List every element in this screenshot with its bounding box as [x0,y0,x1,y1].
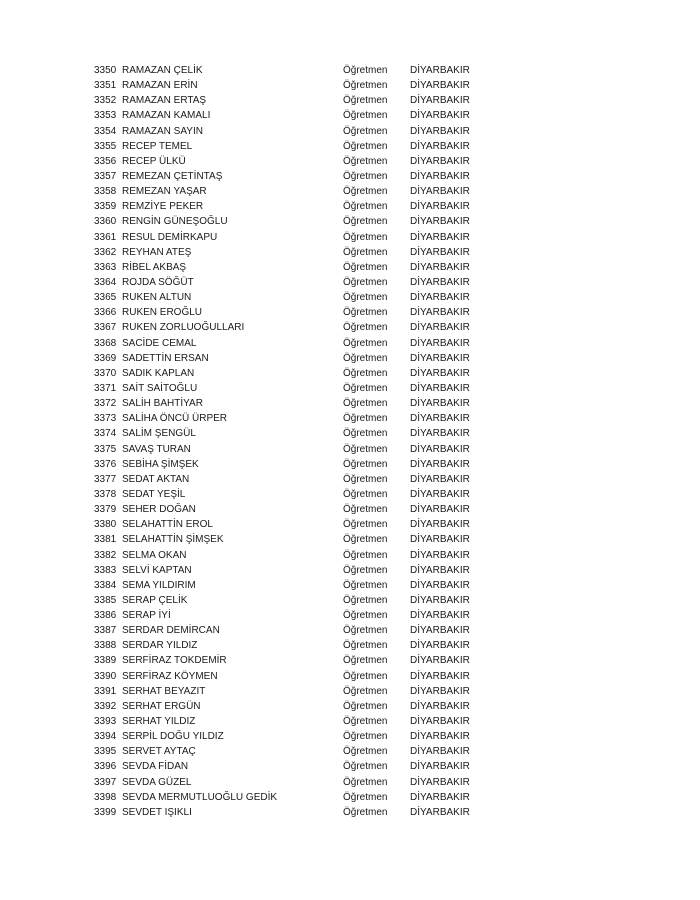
list-row [94,653,494,668]
list-row [94,638,494,653]
row-number: 3388 [94,640,117,652]
occupation: Öğretmen [343,398,388,410]
person-name: SERAP ÇELİK [122,594,188,606]
city: DİYARBAKIR [410,201,470,213]
city: DİYARBAKIR [410,276,470,288]
city: DİYARBAKIR [410,443,470,455]
city: DİYARBAKIR [410,216,470,228]
occupation: Öğretmen [343,458,388,470]
city: DİYARBAKIR [410,186,470,198]
occupation: Öğretmen [343,246,388,258]
list-row [94,759,494,774]
person-name: SEHER DOĞAN [122,504,196,516]
person-name: SELAHATTİN ŞİMŞEK [122,534,224,546]
occupation: Öğretmen [343,125,388,137]
row-number: 3366 [94,307,117,319]
list-row [94,78,494,93]
occupation: Öğretmen [343,625,388,637]
list-row [94,396,494,411]
list-row [94,426,494,441]
occupation: Öğretmen [343,322,388,334]
list-row [94,532,494,547]
list-row [94,684,494,699]
row-number: 3373 [94,413,117,425]
row-number: 3382 [94,549,117,561]
row-number: 3396 [94,761,117,773]
occupation: Öğretmen [343,488,388,500]
person-name: REMEZAN YAŞAR [122,186,207,198]
city: DİYARBAKIR [410,292,470,304]
city: DİYARBAKIR [410,155,470,167]
occupation: Öğretmen [343,186,388,198]
row-number: 3364 [94,276,117,288]
city: DİYARBAKIR [410,413,470,425]
row-number: 3355 [94,140,117,152]
person-name: SERFİRAZ KÖYMEN [122,670,218,682]
occupation: Öğretmen [343,519,388,531]
city: DİYARBAKIR [410,670,470,682]
row-number: 3374 [94,428,117,440]
occupation: Öğretmen [343,791,388,803]
person-name: SEMA YILDIRIM [122,579,196,591]
occupation: Öğretmen [343,610,388,622]
list-row [94,260,494,275]
city: DİYARBAKIR [410,398,470,410]
city: DİYARBAKIR [410,594,470,606]
list-row [94,139,494,154]
city: DİYARBAKIR [410,700,470,712]
list-row [94,351,494,366]
occupation: Öğretmen [343,413,388,425]
person-name: SALİM ŞENGÜL [122,428,196,440]
person-name: REMZİYE PEKER [122,201,204,213]
occupation: Öğretmen [343,337,388,349]
person-name: SAVAŞ TURAN [122,443,191,455]
list-row [94,230,494,245]
city: DİYARBAKIR [410,776,470,788]
row-number: 3393 [94,716,117,728]
person-name: RUKEN ZORLUOĞULLARI [122,322,245,334]
list-row [94,502,494,517]
row-number: 3381 [94,534,117,546]
row-number: 3379 [94,504,117,516]
person-name: SERDAR YILDIZ [122,640,198,652]
occupation: Öğretmen [343,95,388,107]
row-number: 3361 [94,231,117,243]
row-number: 3359 [94,201,117,213]
list-row [94,623,494,638]
row-number: 3389 [94,655,117,667]
person-name: SELVİ KAPTAN [122,564,192,576]
occupation: Öğretmen [343,594,388,606]
person-name: REYHAN ATEŞ [122,246,192,258]
person-name: SERPİL DOĞU YILDIZ [122,731,224,743]
city: DİYARBAKIR [410,579,470,591]
list-row [94,563,494,578]
row-number: 3376 [94,458,117,470]
occupation: Öğretmen [343,473,388,485]
city: DİYARBAKIR [410,761,470,773]
row-number: 3399 [94,806,117,818]
row-number: 3370 [94,367,117,379]
occupation: Öğretmen [343,640,388,652]
occupation: Öğretmen [343,685,388,697]
city: DİYARBAKIR [410,352,470,364]
occupation: Öğretmen [343,443,388,455]
row-number: 3386 [94,610,117,622]
occupation: Öğretmen [343,307,388,319]
list-row [94,275,494,290]
city: DİYARBAKIR [410,610,470,622]
person-name: RAMAZAN ÇELİK [122,65,203,76]
city: DİYARBAKIR [410,746,470,758]
list-row [94,336,494,351]
person-name: RAMAZAN ERİN [122,80,198,92]
row-number: 3365 [94,292,117,304]
row-number: 3350 [94,65,117,76]
list-row [94,714,494,729]
list-row [94,305,494,320]
person-name: RAMAZAN ERTAŞ [122,95,207,107]
person-name: SELAHATTİN EROL [122,519,213,531]
list-row [94,290,494,305]
row-number: 3353 [94,110,117,122]
list-row [94,124,494,139]
city: DİYARBAKIR [410,140,470,152]
city: DİYARBAKIR [410,246,470,258]
person-name: SEBİHA ŞİMŞEK [122,458,199,470]
city: DİYARBAKIR [410,549,470,561]
city: DİYARBAKIR [410,458,470,470]
occupation: Öğretmen [343,806,388,818]
occupation: Öğretmen [343,216,388,228]
person-name: SELMA OKAN [122,549,187,561]
person-name: RİBEL AKBAŞ [122,261,187,273]
list-row [94,63,494,78]
list-row [94,699,494,714]
list-row [94,381,494,396]
city: DİYARBAKIR [410,382,470,394]
city: DİYARBAKIR [410,731,470,743]
list-row [94,744,494,759]
city: DİYARBAKIR [410,170,470,182]
person-name: ROJDA SÖĞÜT [122,276,194,288]
occupation: Öğretmen [343,352,388,364]
list-row [94,578,494,593]
occupation: Öğretmen [343,504,388,516]
city: DİYARBAKIR [410,95,470,107]
occupation: Öğretmen [343,731,388,743]
person-name: SERHAT BEYAZIT [122,685,206,697]
row-number: 3367 [94,322,117,334]
row-number: 3378 [94,488,117,500]
person-name: SEVDET IŞIKLI [122,806,192,818]
row-number: 3372 [94,398,117,410]
occupation: Öğretmen [343,80,388,92]
row-number: 3362 [94,246,117,258]
city: DİYARBAKIR [410,367,470,379]
city: DİYARBAKIR [410,625,470,637]
row-number: 3351 [94,80,117,92]
occupation: Öğretmen [343,261,388,273]
row-number: 3391 [94,685,117,697]
city: DİYARBAKIR [410,428,470,440]
list-row [94,729,494,744]
occupation: Öğretmen [343,579,388,591]
city: DİYARBAKIR [410,80,470,92]
row-number: 3397 [94,776,117,788]
person-name: SADETTİN ERSAN [122,352,209,364]
row-number: 3398 [94,791,117,803]
city: DİYARBAKIR [410,534,470,546]
list-row [94,245,494,260]
city: DİYARBAKIR [410,488,470,500]
person-name: RECEP ÜLKÜ [122,155,186,167]
row-number: 3390 [94,670,117,682]
list-row [94,457,494,472]
person-name: SERDAR DEMİRCAN [122,625,220,637]
city: DİYARBAKIR [410,125,470,137]
person-name: SAİT SAİTOĞLU [122,382,198,394]
person-name: RUKEN EROĞLU [122,307,203,319]
person-name: SERVET AYTAÇ [122,746,196,758]
list-row [94,199,494,214]
person-name: SEVDA GÜZEL [122,776,192,788]
row-number: 3360 [94,216,117,228]
city: DİYARBAKIR [410,307,470,319]
city: DİYARBAKIR [410,564,470,576]
city: DİYARBAKIR [410,473,470,485]
city: DİYARBAKIR [410,806,470,818]
person-name: RECEP TEMEL [122,140,193,152]
city: DİYARBAKIR [410,640,470,652]
row-number: 3354 [94,125,117,137]
city: DİYARBAKIR [410,655,470,667]
person-name: RENGİN GÜNEŞOĞLU [122,216,228,228]
person-name: SADIK KAPLAN [122,367,195,379]
row-number: 3385 [94,594,117,606]
row-number: 3358 [94,186,117,198]
city: DİYARBAKIR [410,65,470,76]
person-name: SERFİRAZ TOKDEMİR [122,655,227,667]
person-name: SERHAT ERGÜN [122,700,201,712]
row-number: 3394 [94,731,117,743]
teacher-list [94,63,494,820]
occupation: Öğretmen [343,564,388,576]
occupation: Öğretmen [343,716,388,728]
city: DİYARBAKIR [410,110,470,122]
occupation: Öğretmen [343,549,388,561]
list-row [94,669,494,684]
list-row [94,154,494,169]
city: DİYARBAKIR [410,716,470,728]
row-number: 3395 [94,746,117,758]
row-number: 3368 [94,337,117,349]
row-number: 3377 [94,473,117,485]
person-name: SERHAT YILDIZ [122,716,196,728]
list-row [94,548,494,563]
occupation: Öğretmen [343,534,388,546]
row-number: 3352 [94,95,117,107]
person-name: RAMAZAN KAMALI [122,110,211,122]
city: DİYARBAKIR [410,231,470,243]
person-name: SEVDA MERMUTLUOĞLU GEDİK [122,791,278,803]
occupation: Öğretmen [343,201,388,213]
city: DİYARBAKIR [410,337,470,349]
row-number: 3363 [94,261,117,273]
person-name: SALİHA ÖNCÜ ÜRPER [122,413,228,425]
occupation: Öğretmen [343,155,388,167]
row-number: 3384 [94,579,117,591]
list-row [94,320,494,335]
person-name: RUKEN ALTUN [122,292,192,304]
occupation: Öğretmen [343,776,388,788]
person-name: SACİDE CEMAL [122,337,197,349]
occupation: Öğretmen [343,761,388,773]
person-name: SALİH BAHTİYAR [122,398,203,410]
person-name: RAMAZAN SAYIN [122,125,203,137]
city: DİYARBAKIR [410,322,470,334]
list-row [94,805,494,820]
person-name: REMEZAN ÇETİNTAŞ [122,170,223,182]
list-row [94,442,494,457]
list-row [94,366,494,381]
list-row [94,517,494,532]
city: DİYARBAKIR [410,504,470,516]
occupation: Öğretmen [343,170,388,182]
row-number: 3357 [94,170,117,182]
list-row [94,472,494,487]
list-row [94,411,494,426]
city: DİYARBAKIR [410,261,470,273]
list-row [94,790,494,805]
city: DİYARBAKIR [410,791,470,803]
occupation: Öğretmen [343,670,388,682]
person-name: SEDAT YEŞİL [122,488,186,500]
row-number: 3383 [94,564,117,576]
list-row [94,184,494,199]
list-row [94,108,494,123]
occupation: Öğretmen [343,140,388,152]
list-row [94,487,494,502]
occupation: Öğretmen [343,382,388,394]
occupation: Öğretmen [343,746,388,758]
list-row [94,775,494,790]
row-number: 3369 [94,352,117,364]
occupation: Öğretmen [343,276,388,288]
row-number: 3387 [94,625,117,637]
occupation: Öğretmen [343,231,388,243]
occupation: Öğretmen [343,367,388,379]
list-row [94,214,494,229]
occupation: Öğretmen [343,110,388,122]
row-number: 3375 [94,443,117,455]
row-number: 3392 [94,700,117,712]
list-row [94,169,494,184]
occupation: Öğretmen [343,428,388,440]
list-row [94,608,494,623]
person-name: SEDAT AKTAN [122,473,190,485]
occupation: Öğretmen [343,292,388,304]
person-name: RESUL DEMİRKAPU [122,231,218,243]
list-row [94,593,494,608]
occupation: Öğretmen [343,655,388,667]
row-number: 3371 [94,382,117,394]
occupation: Öğretmen [343,700,388,712]
row-number: 3356 [94,155,117,167]
person-name: SERAP İYİ [122,610,171,622]
row-number: 3380 [94,519,117,531]
city: DİYARBAKIR [410,685,470,697]
occupation: Öğretmen [343,65,388,76]
person-name: SEVDA FİDAN [122,761,189,773]
list-row [94,93,494,108]
city: DİYARBAKIR [410,519,470,531]
